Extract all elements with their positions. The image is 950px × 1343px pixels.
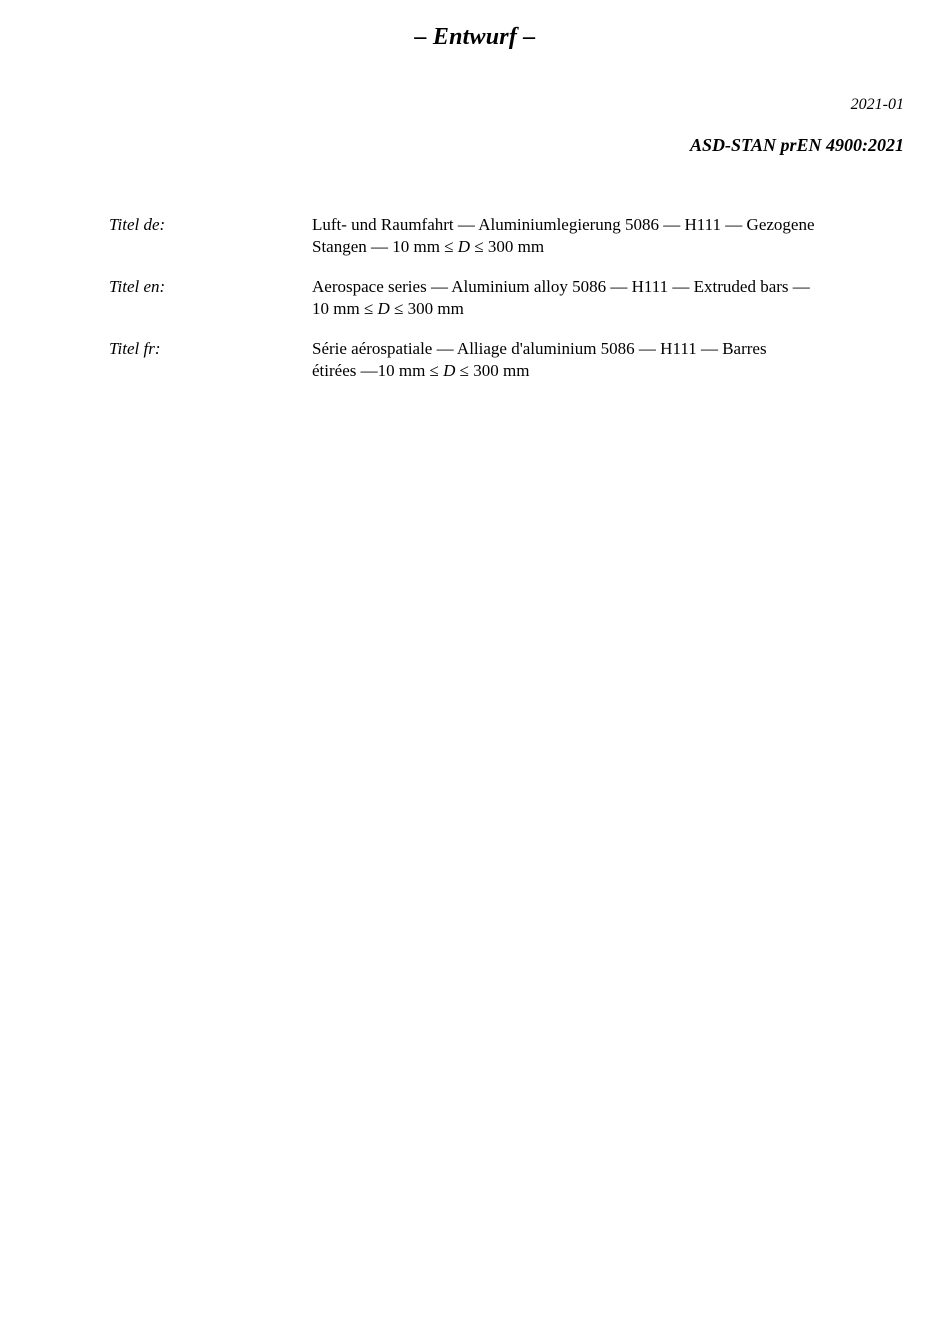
title-value-en-variable: D (377, 299, 390, 318)
title-value-de-line1: Luft- und Raumfahrt — Aluminiumlegierung 5086 — H111 — Gezogene (312, 215, 815, 234)
title-table (109, 214, 904, 400)
document-date: 2021-01 (850, 96, 904, 113)
title-value-de-line2 (312, 236, 904, 258)
title-key-fr: Titel fr: (109, 339, 161, 358)
title-value-de-variable: D (457, 237, 471, 256)
document-number: ASD-STAN prEN 4900:2021 (689, 135, 904, 155)
title-key-en: Titel en: (109, 277, 166, 296)
title-value-en-line2-post: ≤ 300 mm (389, 299, 464, 318)
title-value-de (312, 214, 904, 258)
title-value-en-line1: Aerospace series — Aluminium alloy 5086 — H111 — Extruded bars — (312, 277, 810, 296)
draft-label: – Entwurf – (414, 24, 536, 50)
title-row-de (109, 214, 904, 258)
title-value-en (312, 276, 904, 320)
title-value-fr-line2-pre: étirées —10 mm ≤ (312, 361, 444, 380)
title-value-fr-variable: D (443, 361, 456, 380)
title-value-fr-line2 (312, 360, 904, 382)
title-value-fr-line1: Série aérospatiale — Alliage d'aluminium 5086 — H111 — Barres (312, 339, 767, 358)
title-value-en-line2 (312, 298, 904, 320)
title-value-fr (312, 338, 904, 382)
title-row-fr (109, 338, 904, 382)
title-value-fr-line2-post: ≤ 300 mm (455, 361, 530, 380)
title-key-de: Titel de: (109, 215, 166, 234)
title-value-de-line2-post: ≤ 300 mm (470, 237, 545, 256)
title-value-de-line2-pre: Stangen — 10 mm ≤ (312, 237, 458, 256)
title-row-en (109, 276, 904, 320)
title-value-en-line2-pre: 10 mm ≤ (312, 299, 378, 318)
